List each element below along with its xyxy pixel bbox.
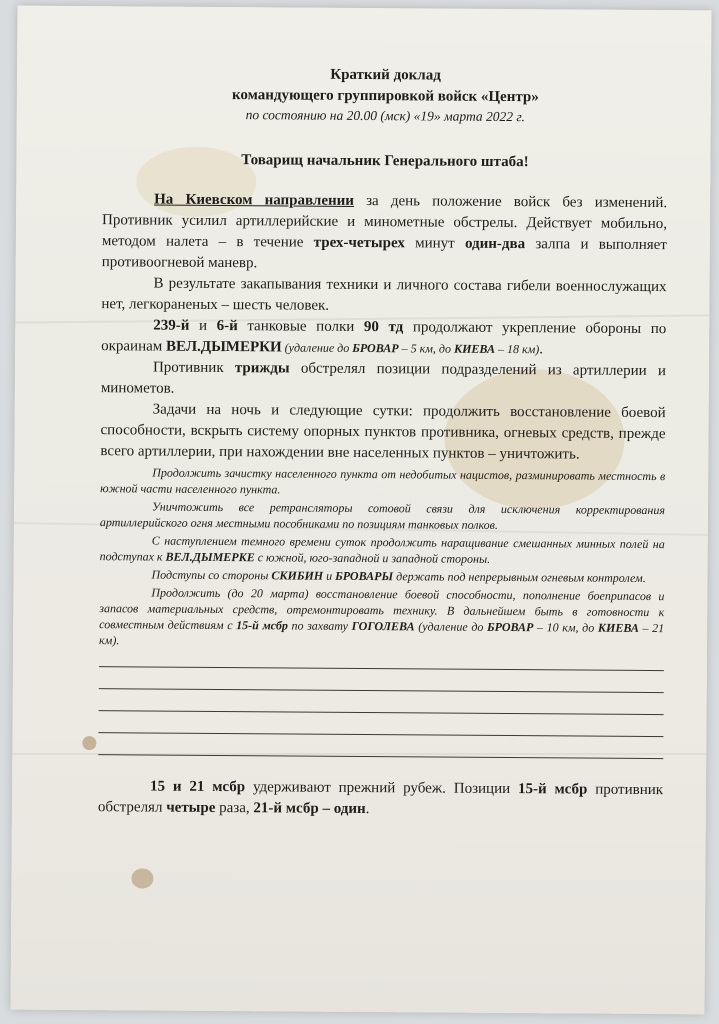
text-run: Противник (152, 359, 235, 377)
text-run: . (365, 801, 370, 818)
task-repeaters: Уничтожить все ретрансляторы сотовой связи для исключения корректирования артиллерийского огня местными пособниками по позициям танковых полков. (99, 499, 666, 532)
text-run: (удаление до (281, 340, 353, 355)
text-run: и (189, 317, 217, 334)
text-bold: ВЕЛ.ДЫМЕРКИ (165, 338, 282, 356)
distance-note (282, 340, 540, 356)
text-bold: 15 и 21 мсбр (150, 778, 246, 796)
title-line: командующего группировкой войск «Центр» (231, 87, 539, 106)
text-bold: КИЕВА (597, 620, 639, 635)
paragraph-shelling (101, 357, 666, 403)
task-fire-control (99, 566, 664, 586)
text-bold: БРОВАР (352, 340, 399, 356)
paragraph-kiev-direction (102, 189, 668, 277)
text-bold: 15-й мсбр (236, 618, 288, 633)
blank-lines (98, 666, 664, 759)
title-line: Краткий доклад (330, 66, 441, 84)
task-clearing: Продолжить зачистку населенного пункта от недобитых нацистов, разминировать местность в южной части населенного пункта. (100, 465, 666, 497)
task-minefields (100, 532, 665, 568)
text-run: танковые полки (237, 318, 364, 336)
text-run: Подступы со стороны (151, 567, 272, 583)
text-run: за день положение войск без изменений. Противник усилил артиллерийские и минометные обстрелы. Действует мобильно, методом налета – в течение (101, 192, 668, 251)
text-run: раза, (215, 799, 254, 817)
text-run: удерживают прежний рубеж. Позиции (245, 779, 519, 798)
text-run: обстрелял позиции подразделений из артиллерии и минометов. (100, 360, 667, 397)
report-date: по состоянию на 20.00 (мск) «19» марта 2022 г. (245, 107, 525, 125)
text-bold: БРОВАРЫ (335, 568, 394, 584)
text-bold: четыре (166, 799, 216, 816)
text-run: залпа и выполняет противоогневой маневр. (101, 236, 667, 272)
text-bold: ВЕЛ.ДЫМЕРКЕ (165, 549, 255, 565)
text-run: продолжают укрепление обороны по окраинам (101, 319, 667, 355)
direction-label: На Киевском направлении (154, 191, 355, 209)
text-run: – 10 км, до (533, 620, 598, 635)
text-bold: 21-й мсбр – один (253, 800, 366, 818)
text-bold: КИЕВА (453, 341, 496, 356)
text-run: по захвату (287, 618, 352, 633)
text-run: Продолжить (до 20 марта) восстановление боевой способности, пополнение боеприпасов и запасов материальных средств, отремонтировать технику. В дальнейшем быть в готовности к совместным действиям с (99, 585, 665, 633)
paragraph-tank-regiments (101, 315, 666, 361)
paper-stain (131, 868, 153, 888)
text-run: – 5 км, до (398, 341, 455, 356)
text-bold: 90 тд (363, 319, 404, 336)
paper-stain (82, 736, 96, 750)
text-run: с южной, юго-западной и западной стороны. (254, 550, 491, 566)
text-run: . (539, 341, 544, 358)
task-restore (99, 584, 664, 652)
text-run: противник обстрелял (97, 781, 664, 816)
document-sheet (11, 6, 712, 1015)
text-bold: 6-й (216, 317, 238, 335)
text-run: (удаление до (414, 619, 488, 634)
blank-line (98, 754, 663, 759)
blank-line (99, 688, 664, 693)
blank-line (99, 666, 664, 671)
blank-line (99, 710, 664, 715)
text-bold: один-два (464, 235, 526, 253)
text-run: С наступлением темного времени суток продолжить наращивание смешанных минных полей на подступах к (99, 533, 665, 564)
text-bold: БРОВАР (487, 619, 534, 635)
text-bold: трижды (234, 360, 290, 377)
text-run: – 21 км). (99, 620, 665, 648)
text-bold: 239-й (153, 317, 190, 334)
paragraph-brigades (98, 776, 663, 822)
text-run: минут (404, 235, 466, 252)
document-body (98, 63, 668, 822)
text-bold: ГОГОЛЕВА (351, 618, 415, 634)
text-run: и (323, 568, 336, 583)
text-run: – 18 км) (494, 341, 540, 357)
greeting: Товарищ начальник Генерального штаба! (241, 152, 529, 171)
text-bold: трех-четырех (313, 234, 405, 252)
report-title (103, 63, 668, 109)
blank-line (98, 732, 663, 737)
text-run: держать под непрерывным огневым контролем. (393, 569, 646, 585)
paragraph-casualties: В результате закапывания техники и личного состава гибели военнослужащих нет, легкораненых – шесть человек. (101, 275, 667, 314)
text-bold: СКИБИН (271, 568, 324, 583)
paragraph-tasks: Задачи на ночь и следующие сутки: продолжить восстановление боевой способности, вскрыть систему опорных пунктов противника, огневых средств, прежде всего артиллерии, при нахождении вне населенных пунктов – уничтожить. (100, 401, 666, 463)
text-bold: 15-й мсбр (517, 781, 588, 798)
